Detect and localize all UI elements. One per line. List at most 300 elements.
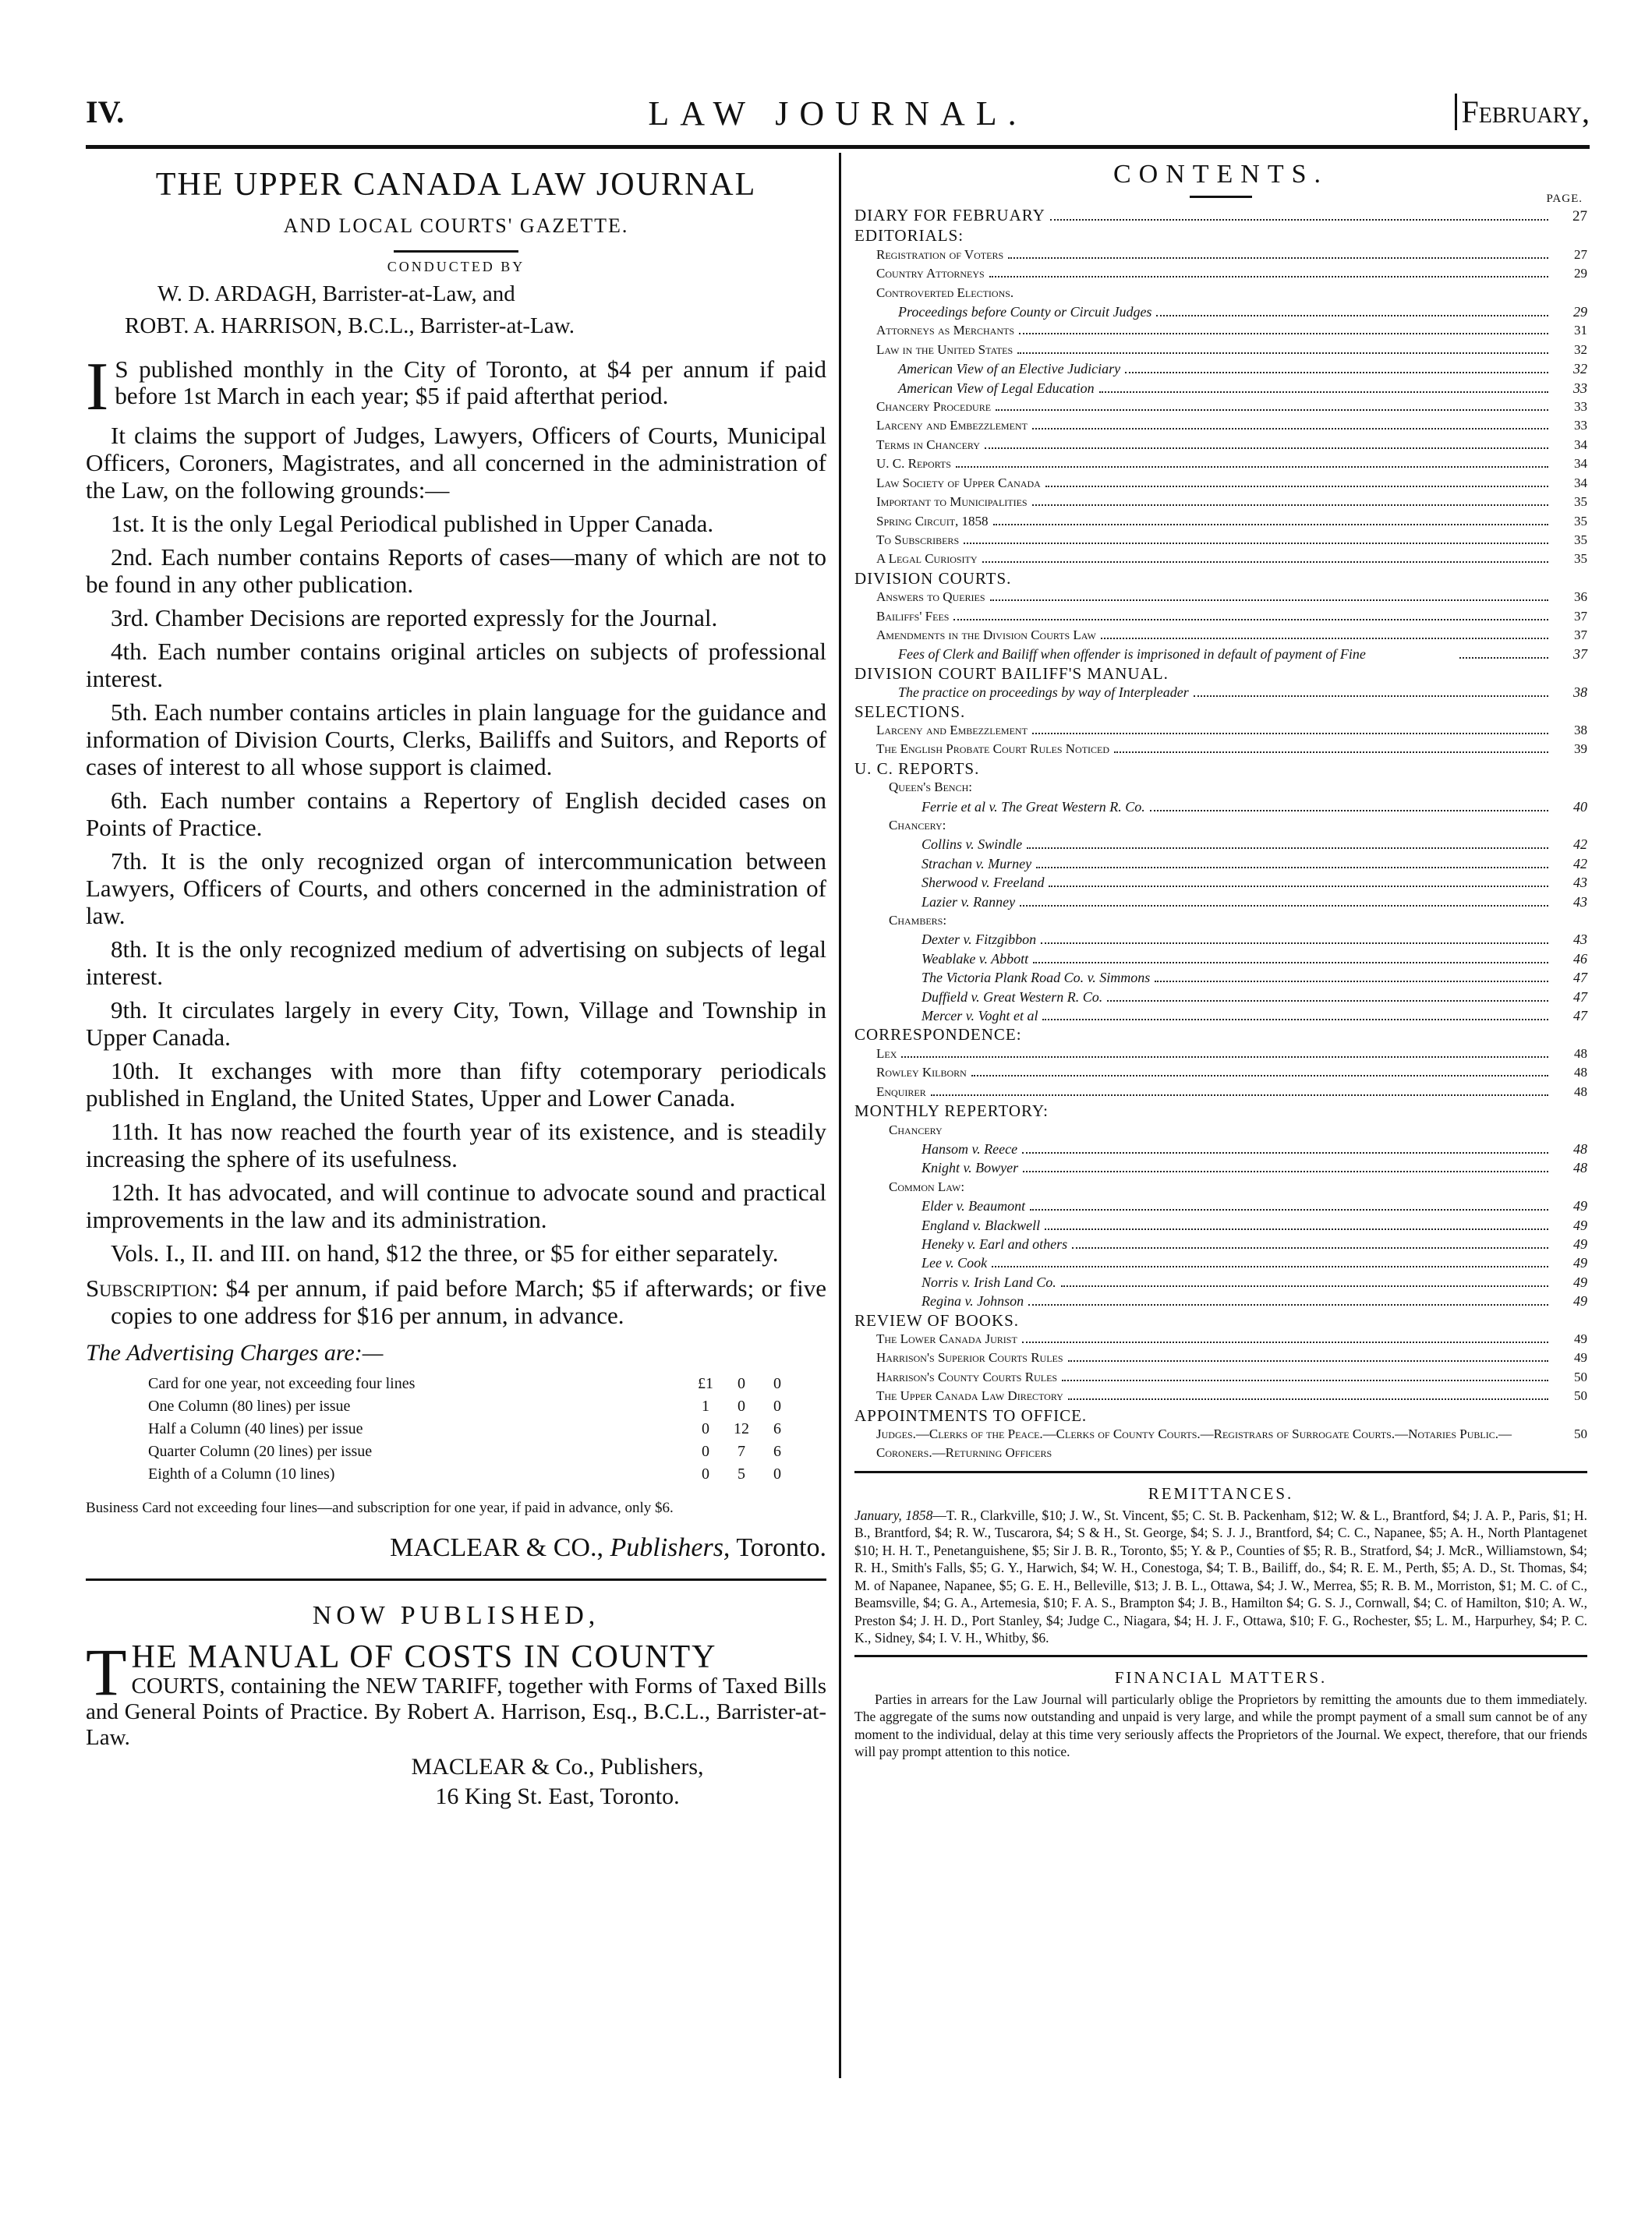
- contents-entry: [854, 284, 1587, 302]
- entry-title: Norris v. Irish Land Co.: [922, 1274, 1056, 1290]
- entry-page: 48: [1573, 1160, 1587, 1176]
- now-published-advert: [86, 1635, 826, 1751]
- entry-title: MONTHLY REPERTORY:: [854, 1101, 1049, 1121]
- dot-leader: [1150, 810, 1548, 811]
- entry-title: The Victoria Plank Road Co. v. Simmons: [922, 970, 1151, 986]
- dot-leader: [1019, 333, 1548, 334]
- contents-entry: [854, 1178, 1587, 1197]
- running-header: [86, 94, 1590, 140]
- contents-entry: [854, 512, 1587, 531]
- entry-page: 50: [1574, 1369, 1587, 1384]
- rate-row: [148, 1441, 795, 1463]
- dot-leader: [1022, 1342, 1548, 1343]
- contents-title: CONTENTS.: [1113, 160, 1329, 189]
- subscription-text: $4 per annum, if paid before March; $5 if afterwards; or five copies to one address for $16 per annum, in advance.: [111, 1274, 827, 1329]
- contents-entry: [854, 264, 1587, 283]
- rate-amount-l: 0: [702, 1443, 709, 1460]
- entry-page: 35: [1574, 532, 1587, 547]
- contents-entry: [854, 949, 1587, 968]
- contents-entry: [854, 454, 1587, 473]
- entry-page: 32: [1574, 341, 1587, 357]
- contents-entry: [854, 398, 1587, 416]
- rate-label: Quarter Column (20 lines) per issue: [148, 1443, 373, 1460]
- entry-title: U. C. REPORTS.: [854, 758, 980, 778]
- dot-leader: [1023, 1171, 1548, 1172]
- entry-page: 35: [1574, 494, 1587, 510]
- entry-page: 29: [1573, 304, 1587, 320]
- right-column: [854, 160, 1587, 1761]
- dot-leader: [1033, 962, 1548, 963]
- contents-entry: [854, 1045, 1587, 1063]
- contents-entry: [854, 246, 1587, 264]
- entry-page: 29: [1574, 266, 1587, 281]
- reason-item: 10th. It exchanges with more than fifty cotemporary periodicals published in England, the United States, Upper and Lower Canada.: [86, 1057, 826, 1112]
- entry-page: 37: [1574, 627, 1587, 642]
- dot-leader: [1156, 315, 1548, 316]
- dot-leader: [1020, 905, 1548, 907]
- rate-amount-l: £1: [698, 1375, 713, 1392]
- contents-section: [854, 759, 1587, 778]
- entry-title: Collins v. Swindle: [922, 836, 1023, 853]
- subscription-label: Subscription:: [86, 1274, 219, 1302]
- entry-title: REVIEW OF BOOKS.: [854, 1310, 1020, 1330]
- entry-page: 49: [1573, 1198, 1587, 1214]
- rate-row: [148, 1463, 795, 1486]
- entry-page: 49: [1573, 1293, 1587, 1310]
- entry-page: 48: [1573, 1140, 1587, 1157]
- entry-page: 33: [1574, 399, 1587, 415]
- dot-leader: [1114, 751, 1548, 753]
- rate-label: Card for one year, not exceeding four lines: [148, 1375, 416, 1392]
- entry-title: Answers to Queries: [876, 589, 985, 605]
- reason-item: 11th. It has now reached the fourth year of its existence, and is steadily increasing the sphere of its usefulness.: [86, 1118, 826, 1172]
- entry-page: 49: [1573, 1217, 1587, 1233]
- dot-leader: [1041, 942, 1548, 944]
- contents-entry: [854, 1387, 1587, 1405]
- column-divider: [839, 153, 841, 2078]
- dot-leader: [1036, 867, 1548, 868]
- contents-entry: [854, 911, 1587, 930]
- entry-page: 34: [1574, 437, 1587, 452]
- rate-amount-s: 7: [738, 1443, 745, 1460]
- entry-title: Lex: [876, 1045, 897, 1061]
- entry-title: Chancery:: [889, 818, 946, 833]
- entry-title: Attorneys as Merchants: [876, 323, 1015, 338]
- remittances-rule: [854, 1655, 1587, 1657]
- entry-title: Fees of Clerk and Bailiff when offender is imprisoned in default of payment of Fine: [898, 646, 1366, 663]
- contents-entry: [854, 778, 1587, 797]
- entry-title: Chancery Procedure: [876, 399, 992, 415]
- entry-title: The Lower Canada Jurist: [876, 1331, 1017, 1346]
- entry-title: The practice on proceedings by way of Interpleader: [898, 684, 1189, 701]
- entry-page: 40: [1573, 798, 1587, 815]
- entry-title: Enquirer: [876, 1084, 926, 1099]
- contents-entry: [854, 893, 1587, 911]
- contents-entry: [854, 550, 1587, 568]
- entry-page: 35: [1574, 551, 1587, 567]
- page-column-label: PAGE.: [1546, 193, 1583, 205]
- rate-label: Half a Column (40 lines) per issue: [148, 1420, 363, 1437]
- contents-entry: [854, 645, 1587, 663]
- contents-entry: [854, 1235, 1587, 1253]
- entry-page: 49: [1573, 1236, 1587, 1252]
- entry-title: Harrison's Superior Courts Rules: [876, 1350, 1063, 1366]
- contents-entry: [854, 416, 1587, 435]
- contents-entry: [854, 379, 1587, 398]
- contents-entry: [854, 302, 1587, 321]
- entry-page: 43: [1573, 875, 1587, 891]
- volumes-notice: Vols. I., II. and III. on hand, $12 the three, or $5 for either separately.: [111, 1239, 779, 1267]
- financial-heading: FINANCIAL MATTERS.: [1114, 1667, 1328, 1687]
- entry-page: 35: [1574, 513, 1587, 529]
- entry-title: Hansom v. Reece: [922, 1140, 1018, 1157]
- dot-leader: [1008, 257, 1548, 259]
- advert-body: COURTS, containing the NEW TARIFF, together with Forms of Taxed Bills and General Points of Practice. By Robert A. Harrison, Esq., B.C.L., Barrister-at-Law.: [86, 1674, 826, 1750]
- dot-leader: [1049, 886, 1548, 887]
- advert-drop-cap: T: [86, 1635, 127, 1709]
- rate-row: [148, 1395, 795, 1418]
- entry-page: 32: [1573, 361, 1587, 377]
- contents-entry: [854, 607, 1587, 626]
- contents-end-rule: [854, 1471, 1587, 1473]
- entry-page: 34: [1574, 475, 1587, 490]
- dot-leader: [1017, 352, 1548, 354]
- entry-title: Common Law:: [889, 1179, 965, 1194]
- entry-title: EDITORIALS:: [854, 226, 964, 246]
- contents-entry: [854, 1006, 1587, 1025]
- drop-cap: I: [86, 349, 109, 425]
- now-published-heading: NOW PUBLISHED,: [312, 1601, 600, 1630]
- dot-leader: [1032, 733, 1548, 734]
- entry-page: 49: [1573, 1255, 1587, 1271]
- publisher-line: [86, 1533, 826, 1563]
- dot-leader: [982, 561, 1548, 563]
- contents-entry: [854, 1273, 1587, 1292]
- dot-leader: [1099, 391, 1548, 393]
- dot-leader: [1022, 1152, 1548, 1154]
- entry-title: Law in the United States: [876, 341, 1013, 357]
- entry-title: Weablake v. Abbott: [922, 950, 1029, 967]
- advertising-heading: The Advertising Charges are:—: [86, 1340, 384, 1366]
- contents-entry: [854, 1083, 1587, 1101]
- entry-page: 37: [1574, 608, 1587, 624]
- entry-page: 43: [1573, 893, 1587, 910]
- contents-entry: [854, 474, 1587, 493]
- entry-title: Regina v. Johnson: [922, 1293, 1024, 1310]
- dot-leader: [956, 466, 1548, 468]
- rate-amount-d: 0: [773, 1465, 781, 1483]
- contents-section: [854, 226, 1587, 245]
- entry-title: Bailiffs' Fees: [876, 608, 950, 624]
- dot-leader: [964, 543, 1548, 544]
- entry-title: Spring Circuit, 1858: [876, 513, 989, 529]
- entry-title: Ferrie et al v. The Great Western R. Co.: [922, 798, 1145, 815]
- entry-page: 27: [1574, 246, 1587, 262]
- reason-item: 3rd. Chamber Decisions are reported expressly for the Journal.: [111, 604, 718, 631]
- publisher-city: Toronto.: [736, 1533, 826, 1562]
- subscription-notice: [86, 1274, 826, 1329]
- entry-title: Important to Municipalities: [876, 494, 1028, 510]
- entry-page: 43: [1573, 932, 1587, 948]
- publisher-name: MACLEAR & CO.,: [390, 1533, 603, 1562]
- remittances-date: January, 1858: [854, 1507, 933, 1523]
- contents-section: [854, 1311, 1587, 1330]
- contents-entry: [854, 1349, 1587, 1367]
- table-of-contents: [854, 206, 1587, 1463]
- masthead-title: THE UPPER CANADA LAW JOURNAL: [155, 167, 757, 203]
- entry-page: 42: [1573, 855, 1587, 871]
- contents-section: [854, 664, 1587, 683]
- rate-amount-l: 0: [702, 1420, 709, 1437]
- reasons-list: [86, 510, 826, 1233]
- entry-title: England v. Blackwell: [922, 1217, 1041, 1233]
- entry-title: Judges.—Clerks of the Peace.—Clerks of County Courts.—Registrars of Surrogate Courts.—Notaries Public.—Coroners.—Returning Officers: [876, 1426, 1512, 1461]
- entry-title: The Upper Canada Law Directory: [876, 1388, 1063, 1404]
- entry-title: Sherwood v. Freeland: [922, 875, 1045, 891]
- rate-row: [148, 1418, 795, 1441]
- contents-entry: [854, 1140, 1587, 1158]
- entry-page: 48: [1574, 1045, 1587, 1061]
- contents-entry: [854, 1368, 1587, 1387]
- publisher-role: Publishers,: [610, 1533, 730, 1562]
- entry-title: Terms in Chancery: [876, 437, 980, 452]
- entry-title: Strachan v. Murney: [922, 855, 1032, 871]
- contents-entry: [854, 531, 1587, 550]
- business-card-note: Business Card not exceeding four lines—and subscription for one year, if paid in advance, only $6.: [86, 1500, 674, 1516]
- entry-title: Queen's Bench:: [889, 779, 972, 795]
- reason-item: 1st. It is the only Legal Periodical published in Upper Canada.: [111, 510, 714, 537]
- entry-title: Lazier v. Ranney: [922, 893, 1016, 910]
- contents-entry: [854, 968, 1587, 987]
- rate-amount-l: 0: [702, 1465, 709, 1483]
- entry-title: A Legal Curiosity: [876, 551, 978, 567]
- dot-leader: [989, 276, 1548, 278]
- entry-title: DIARY FOR FEBRUARY: [854, 206, 1045, 224]
- contents-entry: [854, 797, 1587, 816]
- dot-leader: [1032, 428, 1548, 430]
- reason-item: 8th. It is the only recognized medium of advertising on subjects of legal interest.: [86, 935, 826, 990]
- entry-title: Chambers:: [889, 913, 947, 928]
- entry-title: DIVISION COURT BAILIFF'S MANUAL.: [854, 663, 1169, 683]
- contents-entry: [854, 493, 1587, 511]
- dot-leader: [1107, 1000, 1548, 1002]
- contents-entry: [854, 835, 1587, 854]
- entry-page: 50: [1574, 1426, 1587, 1441]
- dot-leader: [1068, 1398, 1548, 1400]
- rate-amount-d: 0: [773, 1375, 781, 1392]
- rate-label: One Column (80 lines) per issue: [148, 1398, 351, 1415]
- claims-paragraph: It claims the support of Judges, Lawyers, Officers of Courts, Municipal Officers, Coroners, Magistrates, and all concerned in the administration of the Law, on the following grounds:—: [86, 422, 826, 504]
- contents-entry: [854, 1197, 1587, 1215]
- entry-page: 48: [1574, 1065, 1587, 1080]
- contents-entry: [854, 1425, 1587, 1463]
- contents-entry: [854, 321, 1587, 340]
- entry-title: Mercer v. Voght et al: [922, 1008, 1038, 1024]
- dot-leader: [1155, 981, 1548, 982]
- contents-section: [854, 702, 1587, 721]
- contents-entry: [854, 930, 1587, 949]
- issue-month: February,: [1455, 94, 1590, 130]
- rate-amount-d: 6: [773, 1443, 781, 1460]
- entry-page: 49: [1574, 1350, 1587, 1366]
- rate-amount-s: 0: [738, 1375, 745, 1392]
- dot-leader: [901, 1056, 1548, 1058]
- financial-notice: Parties in arrears for the Law Journal will particularly oblige the Proprietors by remitting the amounts due to them immediately. The aggregate of the sums now outstanding and unpaid is very large, and while the prompt payment of a small sum cannot be of any moment to the individual, delay at this time very seriously affects the Proprietors of the Journal. We expect, therefore, that our friends will pay prompt attention to this notice.: [854, 1691, 1587, 1760]
- entry-title: Amendments in the Division Courts Law: [876, 627, 1096, 642]
- rate-amount-l: 1: [702, 1398, 709, 1415]
- rate-amount-s: 5: [738, 1465, 745, 1483]
- entry-page: 42: [1573, 836, 1587, 853]
- entry-title: To Subscribers: [876, 532, 960, 547]
- entry-title: American View of an Elective Judiciary: [898, 361, 1121, 377]
- dot-leader: [1030, 1209, 1548, 1211]
- dot-leader: [971, 1075, 1548, 1076]
- entry-title: Chancery: [889, 1122, 943, 1137]
- rate-amount-d: 6: [773, 1420, 781, 1437]
- contents-entry: [854, 1292, 1587, 1310]
- entry-title: Elder v. Beaumont: [922, 1198, 1026, 1214]
- entry-page: 33: [1574, 418, 1587, 433]
- entry-page: 33: [1573, 380, 1587, 396]
- rate-row: [148, 1373, 795, 1395]
- editor-harrison: ROBT. A. HARRISON, B.C.L., Barrister-at-Law.: [125, 313, 575, 338]
- dot-leader: [1101, 638, 1548, 639]
- dot-leader: [990, 599, 1548, 601]
- dot-leader: [1061, 1285, 1548, 1287]
- entry-page: 38: [1574, 722, 1587, 737]
- advert-headline: HE MANUAL OF COSTS IN COUNTY: [131, 1639, 717, 1675]
- contents-section: [854, 1406, 1587, 1425]
- entry-page: 47: [1573, 1008, 1587, 1024]
- contents-section: [854, 206, 1587, 226]
- entry-title: Law Society of Upper Canada: [876, 475, 1041, 490]
- dot-leader: [1042, 1019, 1548, 1020]
- entry-page: 49: [1574, 1331, 1587, 1346]
- entry-title: Lee v. Cook: [922, 1255, 988, 1271]
- reason-item: 2nd. Each number contains Reports of cases—many of which are not to be found in any other publication.: [86, 543, 826, 598]
- rate-amount-d: 0: [773, 1398, 781, 1415]
- contents-entry: [854, 341, 1587, 359]
- publication-terms: [86, 349, 826, 425]
- reason-item: 7th. It is the only recognized organ of intercommunication between Lawyers, Officers of Courts, and others concerned in the administration of law.: [86, 847, 826, 929]
- dot-leader: [1072, 1247, 1548, 1249]
- dot-leader: [1050, 219, 1548, 221]
- entry-title: Proceedings before County or Circuit Judges: [898, 304, 1152, 320]
- entry-page: 27: [1572, 208, 1587, 224]
- dot-leader: [1027, 847, 1548, 849]
- contents-entry: [854, 683, 1587, 702]
- remittances-list: [854, 1507, 1587, 1647]
- entry-title: Larceny and Embezzlement: [876, 418, 1028, 433]
- contents-section: [854, 1025, 1587, 1044]
- entry-page: 37: [1573, 646, 1588, 663]
- entry-page: 38: [1573, 684, 1587, 701]
- entry-title: Country Attorneys: [876, 266, 985, 281]
- contents-entry: [854, 626, 1587, 645]
- dot-leader: [1068, 1360, 1548, 1362]
- entry-page: 36: [1574, 589, 1587, 605]
- entry-title: Heneky v. Earl and others: [922, 1236, 1068, 1252]
- reason-item: 6th. Each number contains a Repertory of English decided cases on Points of Practice.: [86, 787, 826, 841]
- page-number: IV.: [86, 94, 125, 129]
- dot-leader: [1062, 1380, 1548, 1381]
- contents-section: [854, 1101, 1587, 1120]
- dot-leader: [992, 1266, 1548, 1267]
- contents-entry: [854, 359, 1587, 378]
- dot-leader: [985, 447, 1548, 449]
- header-rule: [86, 145, 1590, 149]
- entry-page: 47: [1573, 970, 1587, 986]
- dot-leader: [996, 409, 1548, 411]
- dot-leader: [1194, 695, 1548, 697]
- reason-item: 4th. Each number contains original articles on subjects of professional interest.: [86, 638, 826, 692]
- entry-page: 31: [1574, 323, 1587, 338]
- entry-title: CORRESPONDENCE:: [854, 1025, 1022, 1045]
- contents-entry: [854, 740, 1587, 758]
- dot-leader: [931, 1094, 1548, 1096]
- publication-terms-text: S published monthly in the City of Toronto, at $4 per annum if paid before 1st March in each year; $5 if paid afterthat period.: [115, 355, 826, 409]
- contents-rule: [1190, 196, 1252, 198]
- entry-page: 50: [1574, 1388, 1587, 1404]
- entry-title: Knight v. Bowyer: [922, 1160, 1019, 1176]
- contents-entry: [854, 816, 1587, 835]
- contents-entry: [854, 873, 1587, 892]
- entry-title: Larceny and Embezzlement: [876, 722, 1028, 737]
- entry-title: SELECTIONS.: [854, 702, 966, 721]
- dot-leader: [1028, 1304, 1548, 1306]
- dot-leader: [1459, 657, 1548, 659]
- dot-leader: [993, 524, 1548, 525]
- contents-entry: [854, 1158, 1587, 1177]
- reason-item: 12th. It has advocated, and will continue to advocate sound and practical improvements in the law and its administration.: [86, 1179, 826, 1233]
- contents-entry: [854, 588, 1587, 606]
- entry-title: Harrison's County Courts Rules: [876, 1369, 1058, 1384]
- contents-entry: [854, 721, 1587, 740]
- entry-title: DIVISION COURTS.: [854, 568, 1012, 588]
- entry-page: 39: [1574, 741, 1587, 757]
- contents-entry: [854, 988, 1587, 1006]
- entry-page: 46: [1573, 950, 1587, 967]
- contents-entry: [854, 1216, 1587, 1235]
- section-rule: [86, 1578, 826, 1581]
- contents-section: [854, 569, 1587, 588]
- reason-item: 5th. Each number contains articles in plain language for the guidance and information of Division Courts, Clerks, Bailiffs and Suitors, and Reports of cases of interest to all whose support is claimed.: [86, 698, 826, 780]
- entry-page: 47: [1573, 988, 1587, 1005]
- entry-title: APPOINTMENTS TO OFFICE.: [854, 1405, 1088, 1425]
- contents-entry: [854, 854, 1587, 873]
- entry-page: 34: [1574, 456, 1587, 472]
- contents-entry: [854, 1121, 1587, 1140]
- dot-leader: [1045, 1228, 1548, 1230]
- entry-title: Registration of Voters: [876, 246, 1004, 262]
- left-column: [86, 160, 826, 1810]
- contents-entry: [854, 436, 1587, 454]
- entry-title: Dexter v. Fitzgibbon: [922, 932, 1037, 948]
- advert-publisher: MACLEAR & Co., Publishers,: [411, 1754, 704, 1780]
- dot-leader: [1032, 504, 1548, 506]
- dot-leader: [953, 619, 1548, 620]
- advertising-rates-table: [148, 1373, 795, 1487]
- conducted-by: CONDUCTED BY: [387, 259, 525, 274]
- entry-page: 49: [1573, 1274, 1587, 1290]
- dot-leader: [1045, 486, 1548, 487]
- rate-amount-s: 12: [734, 1420, 749, 1437]
- masthead-rule: [394, 250, 518, 253]
- rate-label: Eighth of a Column (10 lines): [148, 1465, 335, 1483]
- entry-page: 48: [1574, 1084, 1587, 1099]
- entry-title: U. C. Reports: [876, 456, 951, 472]
- entry-title: The English Probate Court Rules Noticed: [876, 741, 1110, 757]
